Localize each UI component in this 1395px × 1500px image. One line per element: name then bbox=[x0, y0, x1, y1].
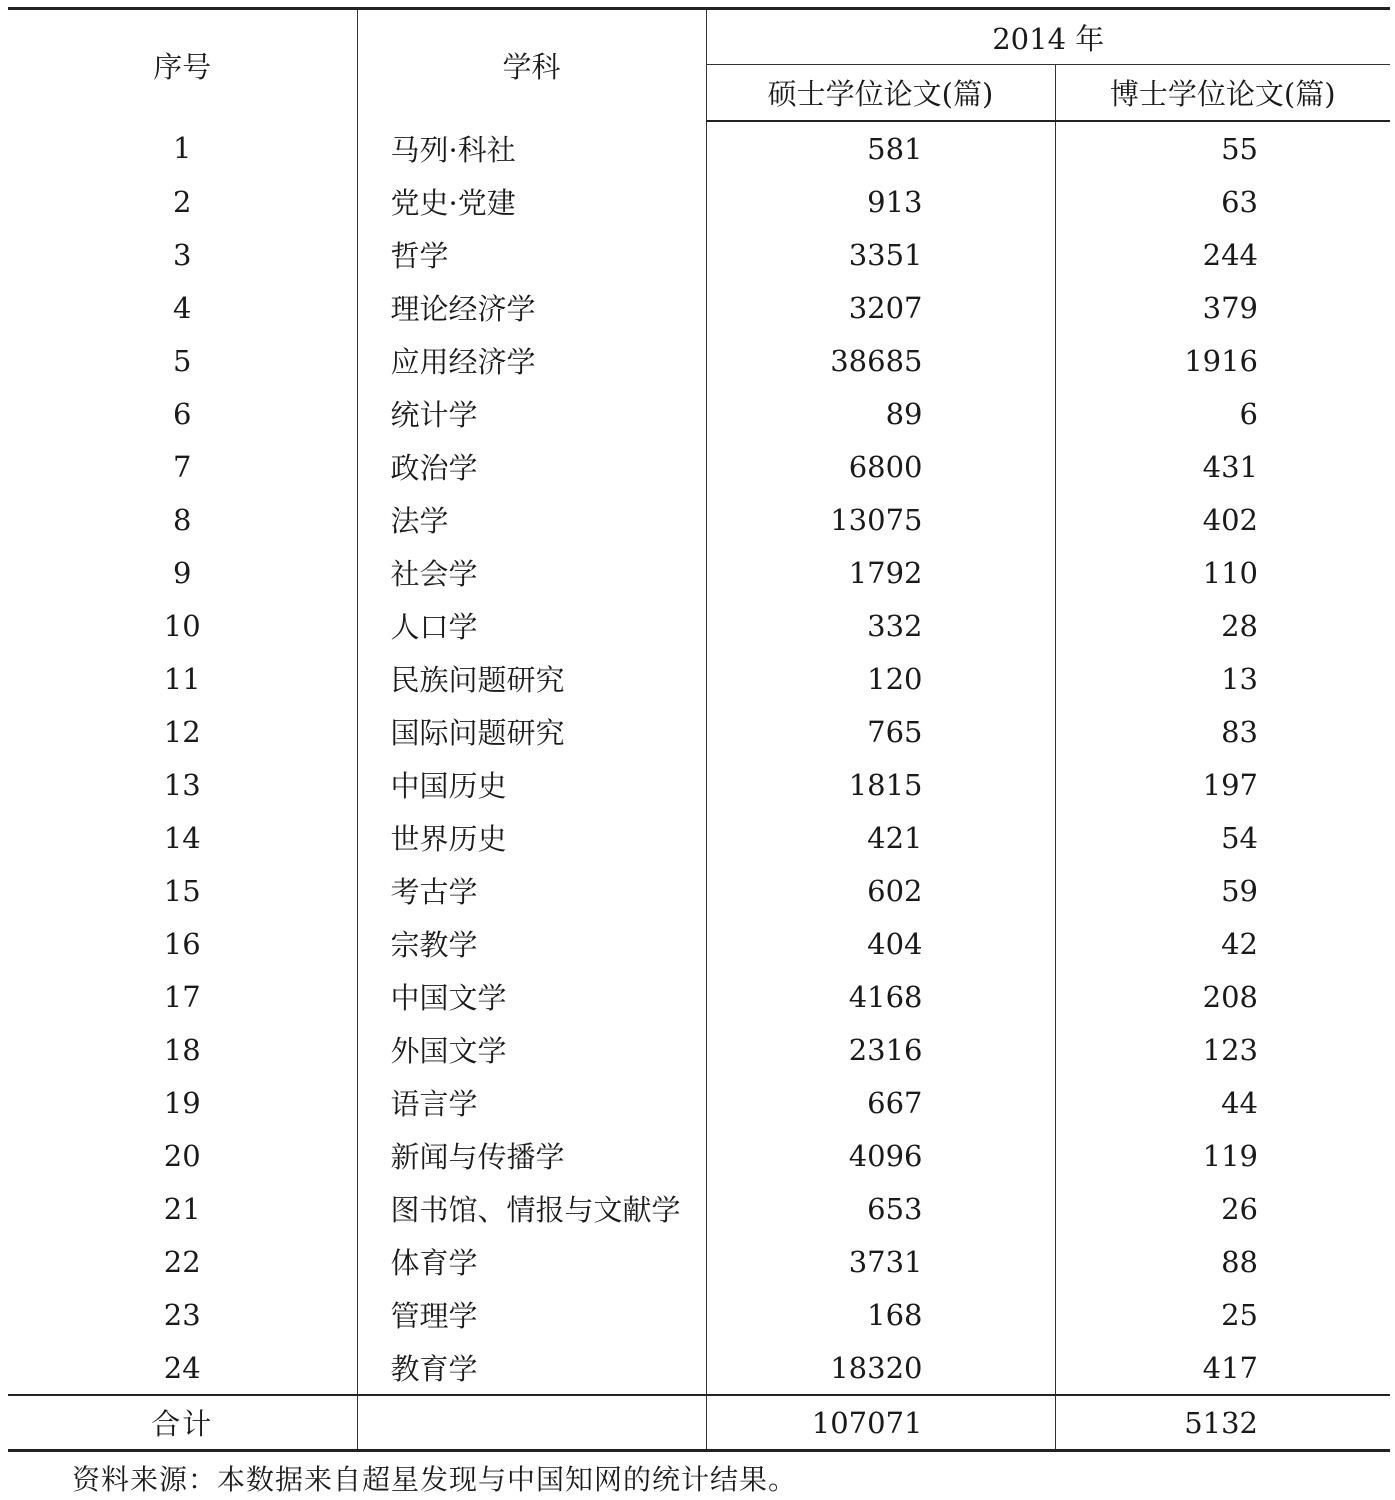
row-index: 7 bbox=[173, 449, 192, 484]
row-index: 24 bbox=[163, 1350, 201, 1385]
row-subject: 社会学 bbox=[357, 546, 706, 599]
row-index: 13 bbox=[163, 767, 201, 802]
table-row bbox=[8, 1182, 1390, 1235]
table-row bbox=[8, 1341, 1390, 1395]
table-row bbox=[8, 1076, 1390, 1129]
row-index: 2 bbox=[173, 184, 192, 219]
table-row bbox=[8, 1235, 1390, 1288]
row-doctoral-count: 13 bbox=[1055, 652, 1390, 705]
row-masters-count: 332 bbox=[706, 599, 1055, 652]
row-doctoral-count: 417 bbox=[1055, 1341, 1390, 1395]
row-doctoral-count: 44 bbox=[1055, 1076, 1390, 1129]
row-subject: 宗教学 bbox=[357, 917, 706, 970]
table-row bbox=[8, 652, 1390, 705]
row-doctoral-count: 83 bbox=[1055, 705, 1390, 758]
row-subject: 应用经济学 bbox=[357, 334, 706, 387]
table-row bbox=[8, 758, 1390, 811]
row-index: 6 bbox=[173, 396, 192, 431]
row-doctoral-count: 42 bbox=[1055, 917, 1390, 970]
row-subject: 中国文学 bbox=[357, 970, 706, 1023]
row-masters-count: 1815 bbox=[706, 758, 1055, 811]
row-subject: 国际问题研究 bbox=[357, 705, 706, 758]
table-row bbox=[8, 387, 1390, 440]
row-index: 22 bbox=[163, 1244, 201, 1279]
table-row bbox=[8, 970, 1390, 1023]
row-subject: 民族问题研究 bbox=[357, 652, 706, 705]
row-index: 11 bbox=[163, 661, 201, 696]
row-masters-count: 4096 bbox=[706, 1129, 1055, 1182]
row-subject: 统计学 bbox=[357, 387, 706, 440]
row-masters-count: 667 bbox=[706, 1076, 1055, 1129]
table-row bbox=[8, 228, 1390, 281]
row-subject: 体育学 bbox=[357, 1235, 706, 1288]
row-masters-count: 168 bbox=[706, 1288, 1055, 1341]
header-year: 2014 年 bbox=[706, 9, 1390, 65]
row-index: 21 bbox=[163, 1191, 201, 1226]
row-doctoral-count: 59 bbox=[1055, 864, 1390, 917]
row-index: 23 bbox=[163, 1297, 201, 1332]
row-subject: 哲学 bbox=[357, 228, 706, 281]
table-row bbox=[8, 1288, 1390, 1341]
total-doctoral-count: 5132 bbox=[1055, 1395, 1390, 1451]
header-subject: 学科 bbox=[357, 9, 706, 122]
row-doctoral-count: 26 bbox=[1055, 1182, 1390, 1235]
row-doctoral-count: 54 bbox=[1055, 811, 1390, 864]
row-masters-count: 3731 bbox=[706, 1235, 1055, 1288]
row-doctoral-count: 379 bbox=[1055, 281, 1390, 334]
row-doctoral-count: 1916 bbox=[1055, 334, 1390, 387]
row-index: 20 bbox=[163, 1138, 201, 1173]
row-subject: 管理学 bbox=[357, 1288, 706, 1341]
table-row bbox=[8, 917, 1390, 970]
row-index: 16 bbox=[163, 926, 201, 961]
row-masters-count: 3351 bbox=[706, 228, 1055, 281]
table-row bbox=[8, 281, 1390, 334]
header-doctoral-theses: 博士学位论文(篇) bbox=[1055, 65, 1390, 122]
row-doctoral-count: 197 bbox=[1055, 758, 1390, 811]
row-masters-count: 653 bbox=[706, 1182, 1055, 1235]
row-subject: 马列·科社 bbox=[357, 121, 706, 175]
row-subject: 中国历史 bbox=[357, 758, 706, 811]
row-subject: 法学 bbox=[357, 493, 706, 546]
table-row bbox=[8, 1129, 1390, 1182]
row-masters-count: 3207 bbox=[706, 281, 1055, 334]
row-doctoral-count: 63 bbox=[1055, 175, 1390, 228]
row-masters-count: 2316 bbox=[706, 1023, 1055, 1076]
row-index: 4 bbox=[173, 290, 192, 325]
row-index: 17 bbox=[163, 979, 201, 1014]
table-row bbox=[8, 864, 1390, 917]
total-row bbox=[8, 1395, 1390, 1451]
total-subject-empty bbox=[357, 1395, 706, 1451]
row-index: 14 bbox=[163, 820, 201, 855]
row-doctoral-count: 244 bbox=[1055, 228, 1390, 281]
row-masters-count: 602 bbox=[706, 864, 1055, 917]
row-index: 5 bbox=[173, 343, 192, 378]
row-doctoral-count: 402 bbox=[1055, 493, 1390, 546]
row-doctoral-count: 88 bbox=[1055, 1235, 1390, 1288]
table-row bbox=[8, 705, 1390, 758]
header-index: 序号 bbox=[153, 50, 212, 84]
table-row bbox=[8, 599, 1390, 652]
row-subject: 世界历史 bbox=[357, 811, 706, 864]
row-subject: 外国文学 bbox=[357, 1023, 706, 1076]
row-masters-count: 581 bbox=[706, 121, 1055, 175]
total-masters-count: 107071 bbox=[706, 1395, 1055, 1451]
row-masters-count: 765 bbox=[706, 705, 1055, 758]
row-masters-count: 421 bbox=[706, 811, 1055, 864]
row-index: 12 bbox=[163, 714, 201, 749]
table-row bbox=[8, 493, 1390, 546]
row-doctoral-count: 431 bbox=[1055, 440, 1390, 493]
table-row bbox=[8, 175, 1390, 228]
row-subject: 理论经济学 bbox=[357, 281, 706, 334]
row-masters-count: 913 bbox=[706, 175, 1055, 228]
row-index: 18 bbox=[163, 1032, 201, 1067]
row-doctoral-count: 6 bbox=[1055, 387, 1390, 440]
row-subject: 人口学 bbox=[357, 599, 706, 652]
row-masters-count: 89 bbox=[706, 387, 1055, 440]
table-row bbox=[8, 334, 1390, 387]
row-subject: 新闻与传播学 bbox=[357, 1129, 706, 1182]
source-note: 资料来源：本数据来自超星发现与中国知网的统计结果。 bbox=[72, 1463, 798, 1496]
row-subject: 图书馆、情报与文献学 bbox=[357, 1182, 706, 1235]
row-doctoral-count: 55 bbox=[1055, 121, 1390, 175]
row-masters-count: 4168 bbox=[706, 970, 1055, 1023]
table-row bbox=[8, 1023, 1390, 1076]
row-index: 8 bbox=[173, 502, 192, 537]
row-doctoral-count: 110 bbox=[1055, 546, 1390, 599]
header-masters-theses: 硕士学位论文(篇) bbox=[706, 65, 1055, 122]
row-subject: 语言学 bbox=[357, 1076, 706, 1129]
total-label: 合计 bbox=[8, 1395, 357, 1451]
row-doctoral-count: 208 bbox=[1055, 970, 1390, 1023]
table-row bbox=[8, 440, 1390, 493]
row-index: 19 bbox=[163, 1085, 201, 1120]
table-body bbox=[8, 121, 1390, 1451]
row-index: 10 bbox=[163, 608, 201, 643]
table-row bbox=[8, 121, 1390, 175]
row-index: 15 bbox=[163, 873, 201, 908]
row-masters-count: 38685 bbox=[706, 334, 1055, 387]
row-index: 1 bbox=[173, 131, 192, 165]
table-row bbox=[8, 811, 1390, 864]
row-masters-count: 18320 bbox=[706, 1341, 1055, 1395]
row-index: 9 bbox=[173, 555, 192, 590]
row-subject: 考古学 bbox=[357, 864, 706, 917]
row-masters-count: 13075 bbox=[706, 493, 1055, 546]
row-masters-count: 6800 bbox=[706, 440, 1055, 493]
row-doctoral-count: 28 bbox=[1055, 599, 1390, 652]
row-doctoral-count: 119 bbox=[1055, 1129, 1390, 1182]
row-subject: 政治学 bbox=[357, 440, 706, 493]
row-doctoral-count: 123 bbox=[1055, 1023, 1390, 1076]
row-index: 3 bbox=[173, 237, 192, 272]
row-masters-count: 404 bbox=[706, 917, 1055, 970]
row-doctoral-count: 25 bbox=[1055, 1288, 1390, 1341]
thesis-count-table bbox=[8, 7, 1390, 1452]
row-masters-count: 120 bbox=[706, 652, 1055, 705]
row-subject: 教育学 bbox=[357, 1341, 706, 1395]
row-masters-count: 1792 bbox=[706, 546, 1055, 599]
row-subject: 党史·党建 bbox=[357, 175, 706, 228]
table-row bbox=[8, 546, 1390, 599]
